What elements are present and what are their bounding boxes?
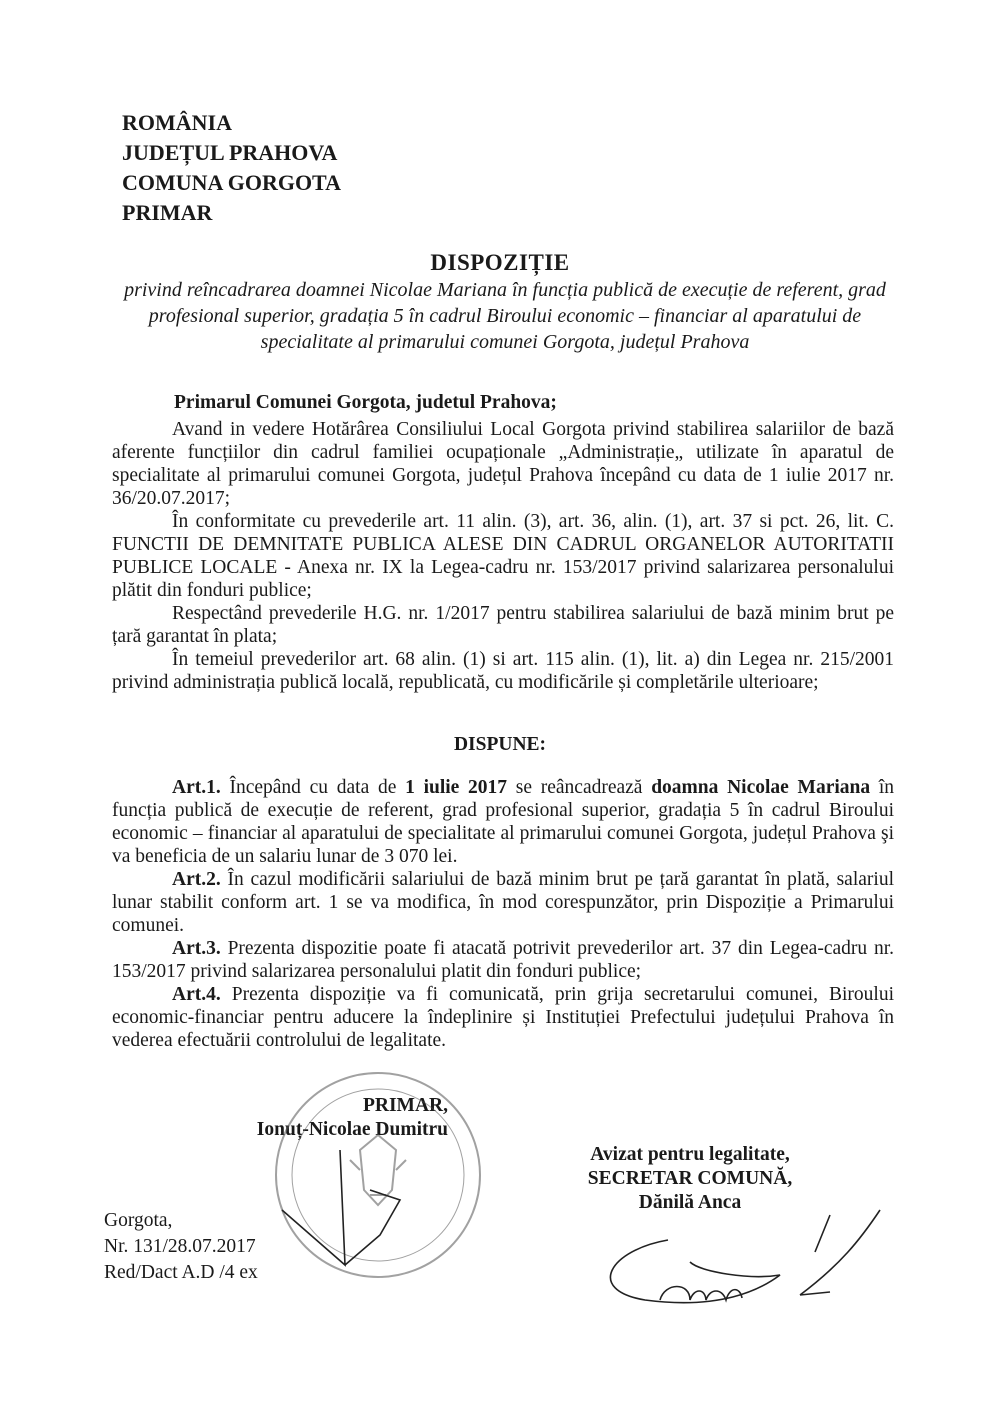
article-person: doamna Nicolae Mariana	[651, 777, 871, 798]
article-text: se reâncadrează	[507, 777, 652, 798]
mayor-signature-block	[228, 1094, 448, 1142]
preamble-paragraph: În conformitate cu prevederile art. 11 alin. (3), art. 36, alin. (1), art. 37 si pct. 26, lit. C. FUNCTII DE DEMNITATE PUBLICA ALESE DIN CADRUL ORGANELOR AUTORITATII PUBLICE LOCALE - Anexa nr. IX la Legea-cadru nr. 153/2017 privind salarizarea personalului plătit din fonduri publice;	[112, 511, 894, 601]
article-2	[112, 868, 894, 937]
dispune-heading: DISPUNE:	[453, 734, 547, 755]
header-country: ROMÂNIA	[122, 110, 232, 135]
article-text: Prezenta dispozitie poate fi atacată potrivit prevederilor art. 37 din Legea-cadru nr. 153/2017 privind salarizarea personalului platit din fonduri publice;	[112, 938, 894, 982]
article-1	[112, 776, 894, 868]
article-label: Art.4.	[172, 984, 221, 1005]
mayor-name: Ionuț-Nicolae Dumitru	[256, 1119, 448, 1140]
document-header	[122, 108, 341, 228]
legal-signature-block	[545, 1143, 835, 1215]
document-footer	[104, 1208, 258, 1286]
article-label: Art.2.	[172, 869, 221, 890]
article-text: În cazul modificării salariului de bază minim brut pe țară garantat în plată, salariul lunar stabilit conform art. 1 se va modifica, în mod corespunzător, prin Dispoziție a Primarului comunei.	[112, 869, 894, 936]
article-text: Prezenta dispoziție va fi comunicată, prin grija secretarului comunei, Biroului economic-financiar pentru aducere la îndeplinire și Instituției Prefectului județului Prahova în vederea efectuării controlului de legalitate.	[112, 984, 894, 1051]
preamble-paragraph: Avand in vedere Hotărârea Consiliului Local Gorgota privind stabilirea salariilor de bază aferente funcțiilor din cadrul familiei ocupaționale „Administrație„ utilizate în aparatul de specialitate al primarului comunei Gorgota, județul Prahova începând cu data de 1 iulie 2017 nr. 36/20.07.2017;	[112, 419, 894, 509]
article-text: în funcția publică de execuție de referent, grad profesional superior, gradația 5 în cadrul Biroului economic – financiar al aparatului de specialitate al primarului comunei Gorgota, județul Prahova şi va beneficia de un salariu lunar de 3 070 lei.	[112, 777, 895, 867]
secretary-title: SECRETAR COMUNĂ,	[587, 1168, 793, 1189]
footer-registration-number: Nr. 131/28.07.2017	[104, 1236, 256, 1257]
document-subtitle: privind reîncadrarea doamnei Nicolae Mariana în funcția publică de execuție de referent, grad profesional superior, gradația 5 în cadrul Biroului economic – financiar al aparatului de specialitate al primarului comunei Gorgota, județul Prahova	[124, 279, 886, 353]
secretary-signature-scribble	[610, 1210, 880, 1303]
articles	[112, 776, 894, 1052]
article-label: Art.1.	[172, 777, 221, 798]
preamble-paragraph: Respectând prevederile H.G. nr. 1/2017 pentru stabilirea salariului de bază minim brut pe țară garantat în plata;	[112, 603, 894, 647]
footer-redaction: Red/Dact A.D /4 ex	[104, 1262, 258, 1283]
article-date: 1 iulie 2017	[405, 777, 508, 798]
article-label: Art.3.	[172, 938, 221, 959]
header-office: PRIMAR	[122, 200, 213, 225]
header-county: JUDEȚUL PRAHOVA	[122, 140, 338, 165]
issuer-line: Primarul Comunei Gorgota, judetul Prahova;	[174, 392, 557, 413]
mayor-title: PRIMAR,	[362, 1095, 448, 1116]
document-title: DISPOZIȚIE	[430, 250, 570, 275]
article-3	[112, 937, 894, 983]
header-commune: COMUNA GORGOTA	[122, 170, 341, 195]
preamble-paragraph: În temeiul prevederilor art. 68 alin. (1) si art. 115 alin. (1), lit. a) din Legea nr. 215/2001 privind administrația publică locală, republicată, cu modificările și completările ulterioare;	[112, 649, 894, 693]
preamble	[112, 418, 894, 694]
article-text: Începând cu data de	[220, 777, 406, 798]
secretary-name: Dănilă Anca	[638, 1192, 742, 1213]
legal-approval-label: Avizat pentru legalitate,	[590, 1144, 790, 1165]
footer-place: Gorgota,	[104, 1210, 173, 1231]
mayor-signature-scribble	[282, 1150, 400, 1265]
article-4	[112, 983, 894, 1052]
